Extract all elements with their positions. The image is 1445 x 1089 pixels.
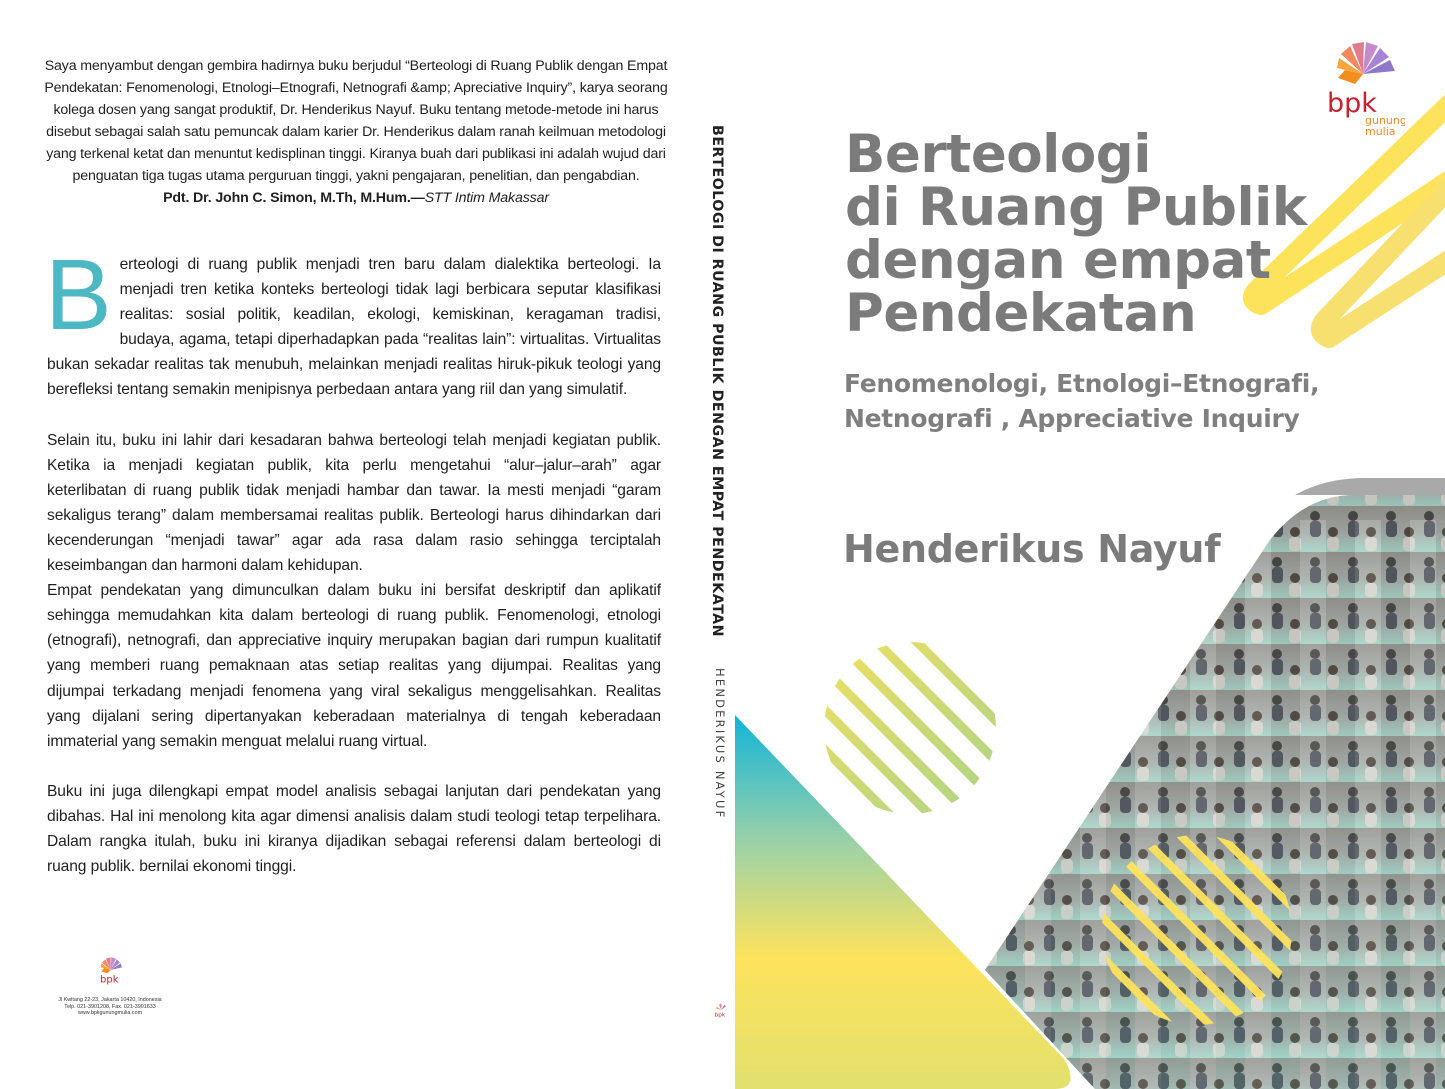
subtitle-line: Netnografi , Appreciative Inquiry: [844, 404, 1300, 433]
synopsis: [45, 239, 661, 879]
spine-title: BERTEOLOGI DI RUANG PUBLIK DENGAN EMPAT PENDEKATAN: [709, 125, 725, 638]
svg-text:bpk: bpk: [1327, 88, 1377, 119]
book-subtitle: [844, 366, 1364, 436]
synopsis-paragraph-2: Selain itu, buku ini lahir dari kesadaran bahwa berteologi telah menjadi kegiatan publik. Ketika ia menjadi kegiatan publik, kita perlu mengetahui “alur–jalur–arah” agar keterlibatan di ruang publik tidak menjadi hambar dan tawar. Ia mesti menjadi “garam sekaligus terang” dalam membersamai realitas publik. Berteologi harus dihindarkan dari kecenderungan “menjadi tawar” agar ada rasa dalam rasio sehingga terciptalah keseimbangan dan harmoni dalam kehidupan.: [47, 431, 661, 575]
title-line: dengan empat: [845, 230, 1271, 291]
drop-cap: B: [45, 239, 112, 351]
endorser-institution: STT Intim Makassar: [424, 190, 549, 206]
spine: [705, 0, 735, 1089]
title-line: Berteologi: [845, 124, 1151, 185]
title-line: Pendekatan: [845, 283, 1197, 344]
phone-line: Telp. 021-3901208, Fax. 021-3901633: [64, 1003, 156, 1010]
publisher-address: [55, 997, 165, 1017]
svg-text:gunung: gunung: [1365, 114, 1405, 127]
spine-author: HENDERIKUS NAYUF: [713, 668, 727, 820]
back-cover: [0, 0, 705, 1089]
endorser-name: Pdt. Dr. John C. Simon, M.Th, M.Hum.—: [163, 190, 425, 206]
crowd-photo: [975, 480, 1445, 1089]
svg-text:bpk: bpk: [100, 974, 119, 986]
front-cover: [735, 0, 1445, 1089]
svg-text:mulia: mulia: [1365, 125, 1396, 138]
title-line: di Ruang Publik: [845, 177, 1307, 238]
endorsement-text: Saya menyambut dengan gembira hadirnya buku berjudul “Berteologi di Ruang Publik dengan Empat Pendekatan: Fenomenologi, Etnologi–Etnografi, Netnografi &amp; Apreciative Inquiry”, karya seorang kolega dosen yang sangat produktif, Dr. Henderikus Nayuf. Buku tentang metode-metode ini harus disebut sebagai salah satu pemuncak dalam karier Dr. Henderikus dalam ranah keilmuan metodologi yang terkenal ketat dan menuntut kedisplinan tinggi. Kiranya buah dari publikasi ini adalah wujud dari penguatan tiga tugas utama perguruan tinggi, yakni pengajaran, penelitian, dan pengabdian.: [44, 58, 668, 184]
publisher-logo-icon: [90, 950, 130, 990]
synopsis-paragraph-1: [45, 239, 661, 403]
address-line: Jl Kwitang 22-23, Jakarta 10420, Indonesia: [58, 997, 162, 1003]
svg-text:bpk: bpk: [714, 1012, 726, 1019]
book-title: [845, 124, 1365, 344]
bpk-logo-icon: [1325, 40, 1405, 140]
synopsis-paragraph-3: Empat pendekatan yang dimunculkan dalam buku ini bersifat deskriptif dan aplikatif sehingga memudahkan kita dalam berteologi di ruang publik. Fenomenologi, etnologi (etnografi), netnografi, dan appreciative inquiry merupakan bagian dari rumpun kualitatif yang memberi ruang pemaknaan atas setiap realitas yang dijumpai. Realitas yang dijumpai terkadang menjadi fenomena yang viral sekaligus menggelisahkan. Realitas yang dijalani sering dipertanyakan keberadaan materialnya di tengah keberadaan immaterial yang semakin menguat melalui ruang virtual.: [47, 582, 661, 750]
synopsis-paragraph-4: Buku ini juga dilengkapi empat model analisis sebagai lanjutan dari pendekatan yang dibahas. Hal ini menolong kita agar dimensi analisis dalam studi teologi tetap terpelihara. Dalam rangka itulah, buku ini kiranya dijadikan sebagai referensi dalam berteologi di ruang publik. bernilai ekonomi tinggi.: [47, 782, 661, 876]
paragraph-text: erteologi di ruang publik menjadi tren baru dalam dialektika berteologi. Ia menjadi tren ketika konteks berteologi tidak lagi berbicara seputar klasifikasi realitas: sosial politik, keadilan, ekologi, kemiskinan, keragaman tradisi, budaya, agama, tetapi diperhadapkan pada “realitas lain”: virtualitas. Virtualitas bukan sekadar realitas tak menubuh, melainkan menjadi realitas hiruk-pikuk teologi yang berefleksi tentang semakin menipisnya perbedaan antara yang riil dan yang simulatif.: [47, 256, 661, 399]
endorsement-quote: [44, 55, 668, 209]
website-line: www.bpkgunungmulia.com: [77, 1010, 143, 1017]
subtitle-line: Fenomenologi, Etnologi–Etnografi,: [844, 369, 1320, 398]
author-name: Henderikus Nayuf: [843, 527, 1221, 571]
back-publisher-block: [55, 950, 165, 1017]
spine-logo-icon: [711, 1000, 731, 1020]
